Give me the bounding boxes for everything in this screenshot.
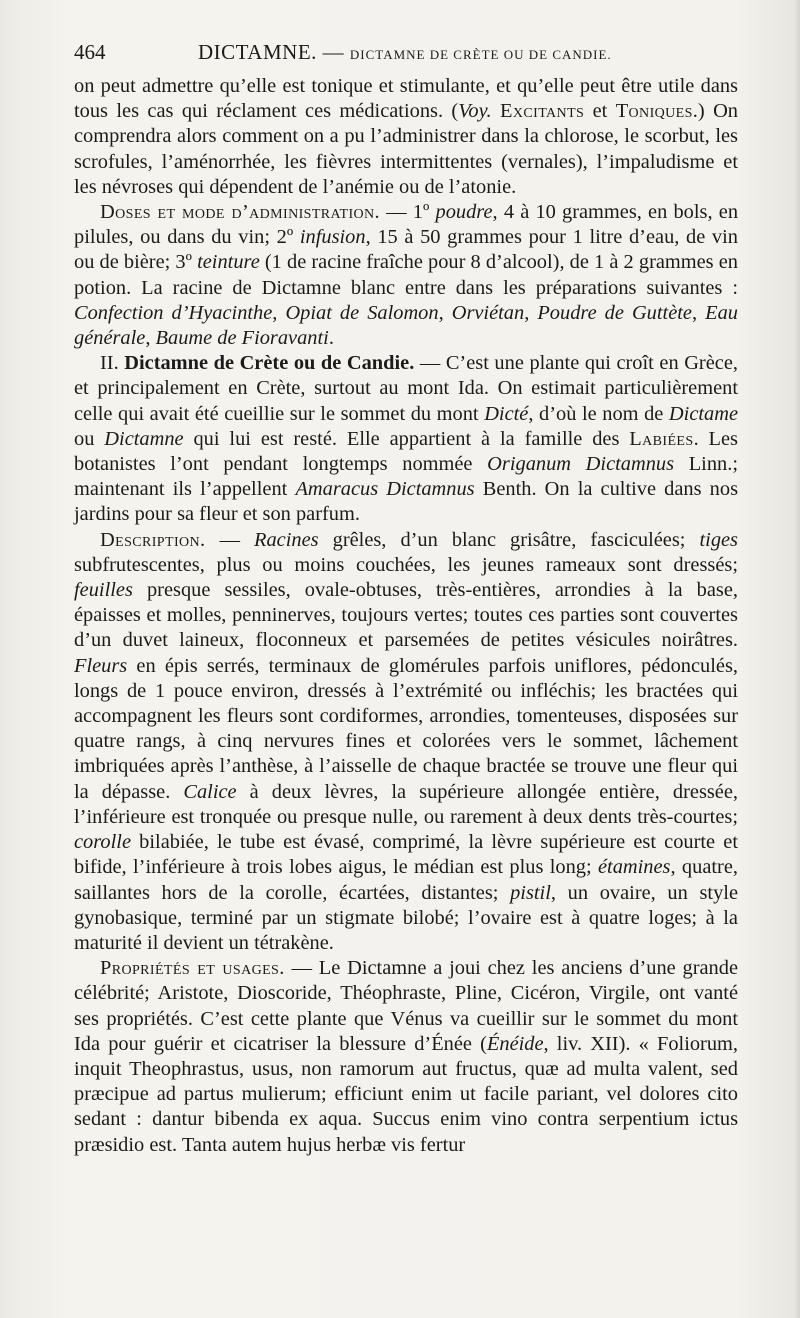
italic-run: étamines — [598, 856, 671, 879]
text-run: , — [145, 327, 156, 350]
paragraph-proprietes — [74, 956, 738, 1158]
italic-run: Origanum Dictamnus — [487, 453, 675, 476]
text-run: , — [272, 301, 286, 324]
paragraph-description — [74, 528, 738, 956]
text-run: presque sessiles, ovale-obtuses, très-entières, arrondies à la base, épaisses et molles, penninerves, toujours vertes; toutes ces parties sont couvertes d’un duvet laineux, floconneux et parsemées de petites vésicules noirâtres. — [74, 579, 738, 652]
section-heading-dictamne-crete: Dictamne de Crète ou de Candie. — [124, 352, 415, 375]
section-heading-doses: Doses et mode d’administration. — [100, 201, 381, 224]
italic-run: Opiat de Salomon — [285, 301, 439, 324]
body-text — [74, 74, 738, 1158]
text-run: bilabiée, le tube est évasé, comprimé, la lèvre supérieure est courte et bifide, l’inférieure à trois lobes aigus, le médian est plus long; — [74, 831, 738, 879]
text-run: à deux lèvres, la supérieure allongée entière, dressée, l’inférieure est tronquée ou presque nulle, ou rarement à deux dents très-courtes; — [74, 780, 739, 828]
italic-run: Dictame — [668, 402, 738, 425]
text-run: — C’est une plante qui croît en Grèce, et principalement en Crète, surtout au mont Ida. On estimait particulièrement celle qui avait été cueillie sur le sommet du mont — [74, 352, 738, 425]
running-subtitle: DICTAMNE DE CRÈTE OU DE CANDIE. — [349, 47, 612, 62]
italic-run: poudre — [435, 201, 493, 224]
running-title-main: DICTAMNE. — [198, 40, 317, 64]
text-run: . Les botanistes l’ont pendant longtemps nommée — [74, 427, 738, 476]
paragraph-tonique — [74, 74, 738, 200]
text-run: , liv. XII). « Foliorum, inquit Theophrastus, usus, non ramorum aut fructus, quæ ad multa valent, sed præcipue ad partus mulierum; efficiunt enim ut facile pariant, vel dolores cito sedant : dantur bibenda ex aqua. Succus enim vino contra serpentium ictus præsidio est. Tanta autem hujus herbæ vis fertur — [74, 1032, 738, 1156]
running-title-dash: — — [322, 40, 345, 64]
text-run: , 4 à 10 grammes, en bols, en pilules, ou dans du vin; 2º — [74, 201, 739, 249]
italic-run: Confection d’Hyacinthe — [74, 301, 273, 324]
smallcaps-run: Toniques — [615, 100, 693, 123]
italic-run: Dicté — [484, 402, 529, 425]
text-run: , — [691, 301, 706, 324]
italic-run: feuilles — [74, 579, 133, 602]
italic-run: corolle — [74, 831, 131, 854]
italic-run: Calice — [183, 780, 237, 803]
text-run: grêles, d’un blanc grisâtre, fasciculées; — [318, 528, 700, 551]
text-run: , — [438, 301, 452, 324]
italic-run: Orviétan — [451, 301, 525, 324]
italic-run: teinture — [197, 251, 260, 274]
running-title — [198, 40, 612, 65]
text-run: , d’où le nom de — [528, 402, 669, 425]
paragraph-doses — [74, 200, 738, 351]
page-edge-shadow — [794, 0, 800, 1318]
text-run: .) On comprendra alors comment on a pu l’administrer dans la chlorose, le scorbut, les scrofules, l’aménorrhée, les fièvres intermittentes (vernales), l’impaludisme et les névroses qui dépendent de l’anémie ou de l’atonie. — [74, 100, 738, 198]
italic-run: Voy. — [458, 100, 492, 123]
text-run: — — [205, 528, 255, 551]
italic-run: Dictamne — [104, 427, 184, 450]
text-run: subfrutescentes, plus ou moins couchées, les jeunes rameaux sont dressés; — [74, 553, 738, 576]
italic-run: Amaracus Dictamnus — [295, 478, 475, 501]
text-run: , quatre, saillantes hors de la corolle, écartées, distantes; — [74, 856, 738, 904]
smallcaps-run: Labiées — [629, 427, 694, 450]
text-run: on peut admettre qu’elle est tonique et stimulante, et qu’elle peut être utile dans tous les cas qui réclament ces médications. ( — [74, 75, 738, 123]
text-run: — 1º — [380, 201, 436, 224]
smallcaps-run: Excitants — [500, 100, 585, 123]
section-heading-proprietes: Propriétés et usages. — [100, 957, 285, 980]
italic-run: infusion — [299, 226, 366, 249]
text-run: , — [524, 301, 538, 324]
section-heading-description: Description. — [100, 528, 206, 551]
text-run: ou — [74, 427, 105, 450]
text-run: , 15 à 50 grammes pour 1 litre d’eau, de vin ou de bière; 3º — [74, 226, 738, 274]
italic-run: Baume de Fioravanti — [155, 327, 329, 350]
italic-run: pistil — [510, 881, 551, 904]
text-run: qui lui est resté. Elle appartient à la famille des — [183, 427, 630, 450]
text-run: — Le Dictamne a joui chez les anciens d’une grande célébrité; Aristote, Dioscoride, Théophraste, Pline, Cicéron, Virgile, ont vanté ses propriétés. C’est cette plante que Vénus va cueillir sur le sommet du mont Ida pour guérir et cicatriser la blessure d’Énée ( — [74, 957, 738, 1055]
section-number: II. — [100, 352, 125, 375]
italic-run: tiges — [699, 528, 738, 551]
page-number: 464 — [74, 40, 106, 64]
italic-run: Énéide — [486, 1032, 544, 1055]
running-header — [74, 40, 734, 74]
text-run: et — [584, 100, 616, 123]
text-run: . — [328, 327, 334, 350]
italic-run: Racines — [254, 528, 319, 551]
italic-run: Fleurs — [74, 654, 128, 677]
text-run: (1 de racine fraîche pour 8 d’alcool), de 1 à 2 grammes en potion. La racine de Dictamne blanc entre dans les préparations suivantes : — [74, 251, 738, 299]
text-run: Benth. On la cultive dans nos jardins pour sa fleur et son parfum. — [74, 478, 739, 526]
paragraph-dictamne-crete — [74, 351, 738, 527]
text-run: en épis serrés, terminaux de glomérules parfois uniflores, pédonculés, longs de 1 pouce environ, dressés à l’extrémité ou infléchis; les bractées qui accompagnent les fleurs sont cordiformes, arrondies, tomenteuses, disposées sur quatre rangs, à cinq nervures fines et colorées vers le sommet, lâchement imbriquées après l’anthèse, à l’aisselle de chaque bractée se trouve une fleur qui la dépasse. — [74, 654, 738, 803]
italic-run: Eau générale — [74, 301, 738, 350]
text-run — [492, 100, 500, 122]
italic-run: Poudre de Guttète — [537, 301, 692, 324]
text-run: , un ovaire, un style gynobasique, terminé par un stigmate bilobé; l’ovaire est à quatre loges; à la maturité il devient un tétrakène. — [74, 881, 738, 954]
text-run: Linn.; maintenant ils l’appellent — [74, 453, 738, 501]
